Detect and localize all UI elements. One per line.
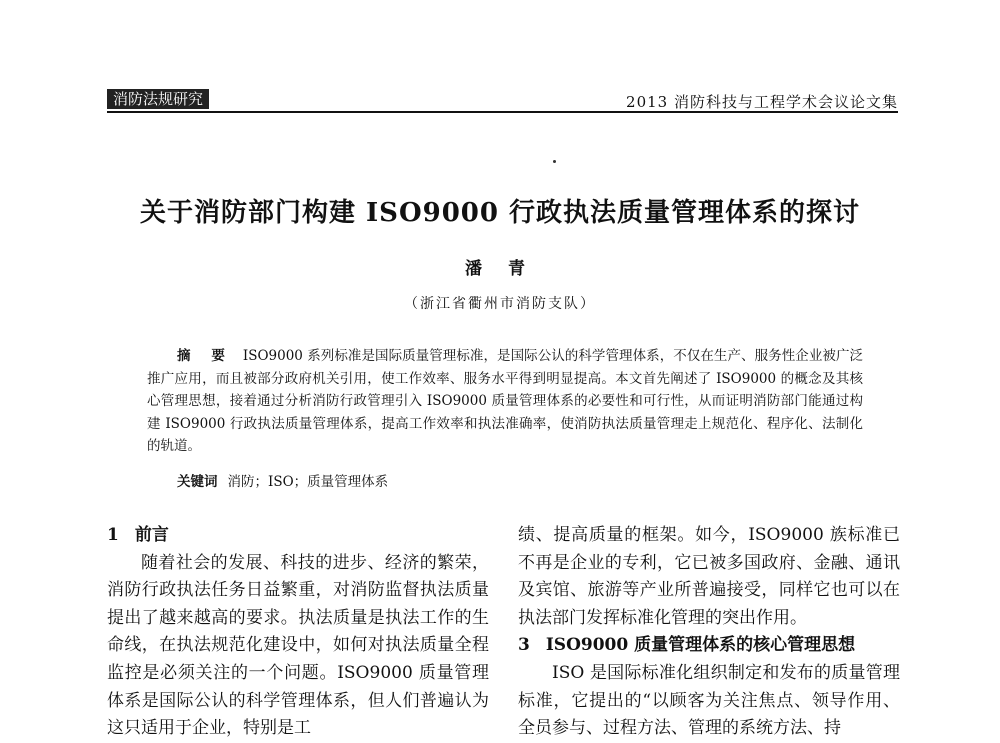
body-paragraph-continued: 绩、提高质量的框架。如今，ISO9000 族标准已不再是企业的专利，它已被多国政府、金融、通讯及宾馆、旅游等产业所普遍接受，同样它也可以在执法部门发挥标准化管理的突出作用。 bbox=[518, 525, 900, 628]
paper-title: 关于消防部门构建 ISO9000 行政执法质量管理体系的探讨 bbox=[139, 198, 861, 228]
section-heading-1 bbox=[107, 522, 489, 550]
section-tag: 消防法规研究 bbox=[107, 89, 209, 109]
section-title: 前言 bbox=[134, 525, 169, 545]
abstract-label: 摘 要 bbox=[177, 348, 233, 364]
proceedings-title: 2013 消防科技与工程学术会议论文集 bbox=[626, 93, 898, 111]
section-number: 1 bbox=[107, 525, 119, 545]
keywords-text: 消防；ISO；质量管理体系 bbox=[227, 474, 389, 490]
section-number: 3 bbox=[518, 635, 530, 656]
affiliation: （浙江省衢州市消防支队） bbox=[404, 296, 596, 312]
left-column bbox=[107, 522, 489, 743]
right-column bbox=[518, 522, 900, 743]
abstract bbox=[147, 345, 863, 458]
section-title: ISO9000 质量管理体系的核心管理思想 bbox=[545, 635, 856, 656]
abstract-text: ISO9000 系列标准是国际质量管理标准，是国际公认的科学管理体系，不仅在生产、服务性企业被广泛推广应用，而且被部分政府机关引用，使工作效率、服务水平得到明显提高。本文首先阐述了 ISO9000 的概念及其核心管理思想，接着通过分析消防行政管理引入 ISO9000 质量管理体系的必要性和可行性，从而证明消防部门能通过构建 ISO9000 行政执法质量管理体系，提高工作效率和执法准确率，使消防执法质量管理走上规范化、程序化、法制化的轨道。 bbox=[147, 348, 863, 454]
stray-dot bbox=[553, 160, 556, 163]
body-paragraph: ISO 是国际标准化组织制定和发布的质量管理标准，它提出的“以顾客为关注焦点、领导作用、全员参与、过程方法、管理的系统方法、持 bbox=[518, 662, 900, 739]
section-heading-3 bbox=[518, 632, 900, 660]
keywords bbox=[177, 470, 388, 490]
author: 潘 青 bbox=[465, 259, 535, 279]
keywords-label: 关键词 bbox=[177, 474, 218, 490]
body-paragraph: 随着社会的发展、科技的进步、经济的繁荣，消防行政执法任务日益繁重，对消防监督执法质量提出了越来越高的要求。执法质量是执法工作的生命线，在执法规范化建设中，如何对执法质量全程监控是必须关注的一个问题。ISO9000 质量管理体系是国际公认的科学管理体系，但人们普遍认为这只适用于企业，特别是工 bbox=[107, 552, 489, 739]
running-header bbox=[107, 89, 898, 113]
